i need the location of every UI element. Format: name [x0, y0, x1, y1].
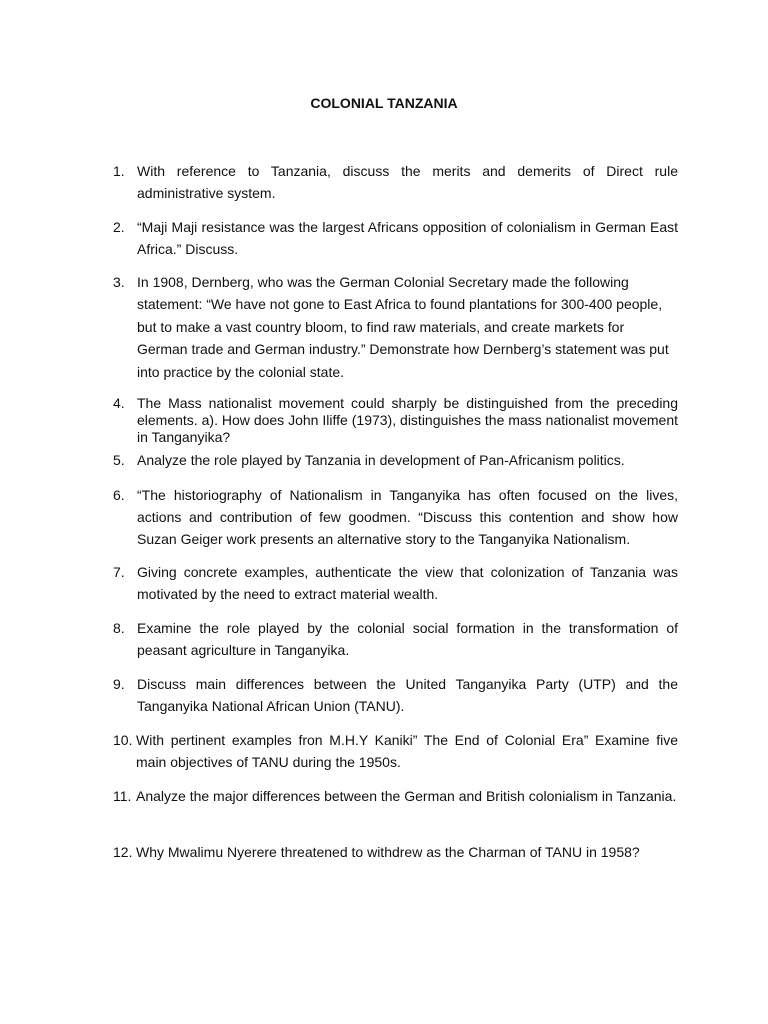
- question-item: [113, 673, 678, 717]
- question-item: [113, 561, 678, 605]
- question-number: 11.: [113, 788, 132, 804]
- question-item: [113, 395, 678, 446]
- question-number: 10.: [113, 732, 133, 748]
- question-number: 9.: [113, 676, 125, 692]
- question-text: Why Mwalimu Nyerere threatened to withdrew as the Charman of TANU in 1958?: [136, 844, 640, 860]
- question-item: [113, 729, 678, 773]
- question-text: The Mass nationalist movement could sharply be distinguished from the preceding elements. a). How does John Iliffe (1973), distinguishes the mass nationalist movement in Tanganyika?: [137, 395, 678, 445]
- question-item: [113, 449, 678, 471]
- question-item: [113, 271, 678, 383]
- question-number: 8.: [113, 620, 125, 636]
- question-item: [113, 617, 678, 661]
- question-item: [113, 216, 678, 260]
- question-text: Giving concrete examples, authenticate the view that colonization of Tanzania was motivated by the need to extract material wealth.: [137, 564, 678, 602]
- question-text: Examine the role played by the colonial social formation in the transformation of peasant agriculture in Tanganyika.: [137, 620, 678, 658]
- question-number: 3.: [113, 274, 125, 290]
- question-number: 2.: [113, 219, 125, 235]
- question-item: [113, 785, 678, 807]
- question-number: 12.: [113, 844, 133, 860]
- question-item: [113, 841, 678, 863]
- question-number: 5.: [113, 452, 125, 468]
- question-text: Discuss main differences between the United Tanganyika Party (UTP) and the Tanganyika National African Union (TANU).: [137, 676, 678, 714]
- page-title: COLONIAL TANZANIA: [310, 95, 458, 111]
- question-number: 6.: [113, 487, 125, 503]
- question-number: 4.: [113, 395, 125, 411]
- question-item: [113, 160, 678, 204]
- question-text: With pertinent examples fron M.H.Y Kaniki” The End of Colonial Era” Examine five main objectives of TANU during the 1950s.: [136, 732, 678, 770]
- question-text: With reference to Tanzania, discuss the merits and demerits of Direct rule administrative system.: [137, 163, 678, 201]
- question-text: Analyze the major differences between the German and British colonialism in Tanzania.: [136, 788, 677, 804]
- question-text: In 1908, Dernberg, who was the German Colonial Secretary made the following statement: “We have not gone to East Africa to found plantations for 300-400 people, but to make a vast country bloom, to find raw materials, and create markets for German trade and German industry.” Demonstrate how Dernberg’s statement was put into practice by the colonial state.: [137, 274, 669, 380]
- question-number: 1.: [113, 163, 125, 179]
- question-number: 7.: [113, 564, 125, 580]
- question-item: [113, 484, 678, 550]
- question-text: “Maji Maji resistance was the largest Africans opposition of colonialism in German East Africa.” Discuss.: [137, 219, 678, 257]
- question-text: Analyze the role played by Tanzania in development of Pan-Africanism politics.: [137, 452, 625, 468]
- question-text: “The historiography of Nationalism in Tanganyika has often focused on the lives, actions and contribution of few goodmen. “Discuss this contention and show how Suzan Geiger work presents an alternative story to the Tanganyika Nationalism.: [137, 487, 678, 547]
